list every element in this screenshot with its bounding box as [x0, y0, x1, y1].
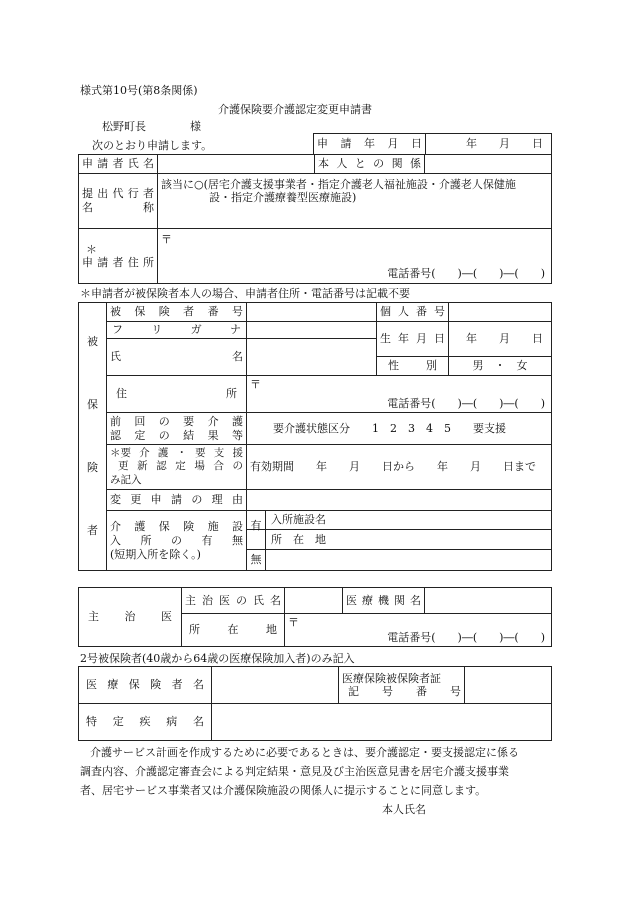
institution-label: 医 療 機 関 名	[346, 593, 421, 607]
personal-number-field[interactable]	[449, 303, 552, 322]
applicant-name-label: 申 請 者 氏 名	[82, 157, 154, 171]
insured-address-label: 住 所	[116, 387, 237, 401]
applicant-address-field[interactable]	[158, 229, 552, 284]
insured-address-field[interactable]	[247, 376, 552, 413]
disease-label: 特 定 疾 病 名	[86, 715, 204, 729]
institution-field[interactable]	[425, 588, 552, 614]
applicant-name-field[interactable]	[158, 155, 315, 174]
facility-name-label: 入所施設名	[271, 513, 326, 526]
birth-date-label: 生 年 月 日	[380, 332, 445, 346]
relation-field[interactable]	[425, 155, 552, 174]
disease-field[interactable]	[212, 704, 552, 741]
insurance-table: 医 療 保 険 者 名 医療保険被保険者証 記 号 番 号 特 定 疾 病 名	[78, 666, 552, 741]
signature-label: 本人氏名	[382, 803, 426, 816]
sex-label: 性 別	[388, 359, 437, 373]
valid-period-field[interactable]: 有効期間 年 月 日から 年 月 日まで	[247, 445, 552, 490]
doctor-name-field[interactable]	[285, 588, 343, 614]
renewal-note-label: ＊要 介 護 ・ 要 支 援	[110, 447, 243, 460]
doctor-name-label: 主 治 医 の 氏 名	[185, 593, 281, 607]
prev-result-label: 前 回 の 要 介 護	[110, 414, 243, 428]
insurer-label: 医 療 保 険 者 名	[86, 678, 204, 692]
consent-line-3: 者、居宅サービス事業者又は介護保険施設の関係人に提示することに同意します。	[80, 784, 487, 797]
agent-field[interactable]	[158, 174, 552, 229]
agent-label: 提 出 代 行 者	[82, 187, 154, 201]
facility-no-option[interactable]: 無	[247, 550, 266, 570]
facility-location-label: 所 在 地	[271, 533, 326, 546]
insured-number-label: 被 保 険 者 番 号	[110, 305, 243, 319]
application-date-table	[313, 133, 552, 155]
doctor-label: 主 治 医	[88, 610, 172, 624]
applicant-address-label: 申 請 者 住 所	[82, 255, 154, 269]
care-level-field[interactable]: 要介護状態区分 1 2 3 4 5 要支援	[247, 413, 552, 445]
agent-note-line-1: 該当に○(居宅介護支援事業者・指定介護老人福祉施設・介護老人保健施	[161, 178, 516, 191]
insured-table: 被 保 険 者 被 保 険 者 番 号 個 人 番 号 フ リ ガ ナ 生 年 月 日 年 月 日 氏 名 性 別 男 ・ 女 住 所 〒 電話番号( )―( )―( ) 前 回 の 要 介 護 認 定 の 結 果 等 要介護状態区分 1 2 3 4 5 要支援 ＊要 介 護 ・ 要 支 援 更 新 認 定 場 合 の み記入 有効期間 年 月 日から 年 月 日まで 変 更 申 請 の 理 由 介 護 保 険 施 設 入 所 の 有 無 (短期入所を除く。) 入所施設名 有 所 在 地 無	[78, 302, 552, 571]
insurer-field[interactable]	[212, 667, 339, 704]
agent-note-line-2: 設・指定介護療養型医療施設)	[209, 191, 357, 205]
furigana-label: フ リ ガ ナ	[112, 323, 241, 337]
cert-number-label: 医療保険被保険者証	[342, 671, 441, 685]
birth-date-field[interactable]: 年 月 日	[449, 322, 552, 357]
relation-label: 本 人 と の 関 係	[318, 157, 421, 171]
personal-number-label: 個 人 番 号	[380, 305, 445, 319]
addressee: 松野町長 様	[102, 120, 201, 133]
postal-mark-icon: 〒	[250, 378, 261, 391]
postal-mark-icon: 〒	[288, 616, 299, 629]
consent-line-1: 介護サービス計画を作成するために必要であるときは、要介護認定・要支援認定に係る	[90, 746, 519, 759]
intro-text: 次のとおり申請します。	[92, 139, 213, 152]
insured-name-field[interactable]	[247, 339, 377, 376]
change-reason-field[interactable]	[247, 490, 552, 511]
insured-number-field[interactable]	[247, 303, 377, 322]
sex-field[interactable]: 男 ・ 女	[449, 357, 552, 376]
facility-yes-option[interactable]: 有	[247, 520, 266, 549]
cert-number-field[interactable]	[465, 667, 552, 704]
facility-label: 介 護 保 険 施 設	[110, 520, 243, 534]
application-date-label: 申 請 年 月 日	[317, 137, 422, 151]
second-insured-note: 2号被保険者(40歳から64歳の医療保険加入者)のみ記入	[80, 652, 355, 665]
insured-phone: 電話番号( )―( )―( )	[387, 396, 545, 410]
applicant-phone: 電話番号( )―( )―( )	[387, 266, 545, 280]
doctor-address-field[interactable]	[285, 614, 552, 647]
address-star: ＊	[86, 242, 97, 256]
change-reason-label: 変 更 申 請 の 理 由	[110, 493, 243, 507]
insured-side-label: 被 保 険 者	[79, 303, 107, 571]
applicant-table: 申 請 者 氏 名 本 人 と の 関 係 提 出 代 行 者 名 称 該当に○(居宅介護支援事業者・指定介護老人福祉施設・介護老人保健施 設・指定介護療養型医療施設) ＊ 申 請 者 住 所 〒 電話番号( )―( )―( )	[78, 154, 552, 284]
doctor-location-label: 所 在 地	[189, 623, 277, 637]
consent-line-2: 調査内容、介護認定審査会による判定結果・意見及び主治医意見書を居宅介護支援事業	[80, 765, 509, 778]
doctor-table	[78, 587, 552, 647]
applicant-note: ＊申請者が被保険者本人の場合、申請者住所・電話番号は記載不要	[80, 287, 410, 300]
application-date-field[interactable]: 年 月 日	[426, 134, 552, 155]
form-number: 様式第10号(第8条関係)	[80, 84, 198, 97]
furigana-field[interactable]	[247, 322, 377, 339]
insured-name-label: 氏 名	[110, 350, 243, 364]
postal-mark-icon: 〒	[161, 233, 172, 246]
page-title: 介護保険要介護認定変更申請書	[218, 103, 372, 116]
doctor-phone: 電話番号( )―( )―( )	[387, 630, 545, 644]
